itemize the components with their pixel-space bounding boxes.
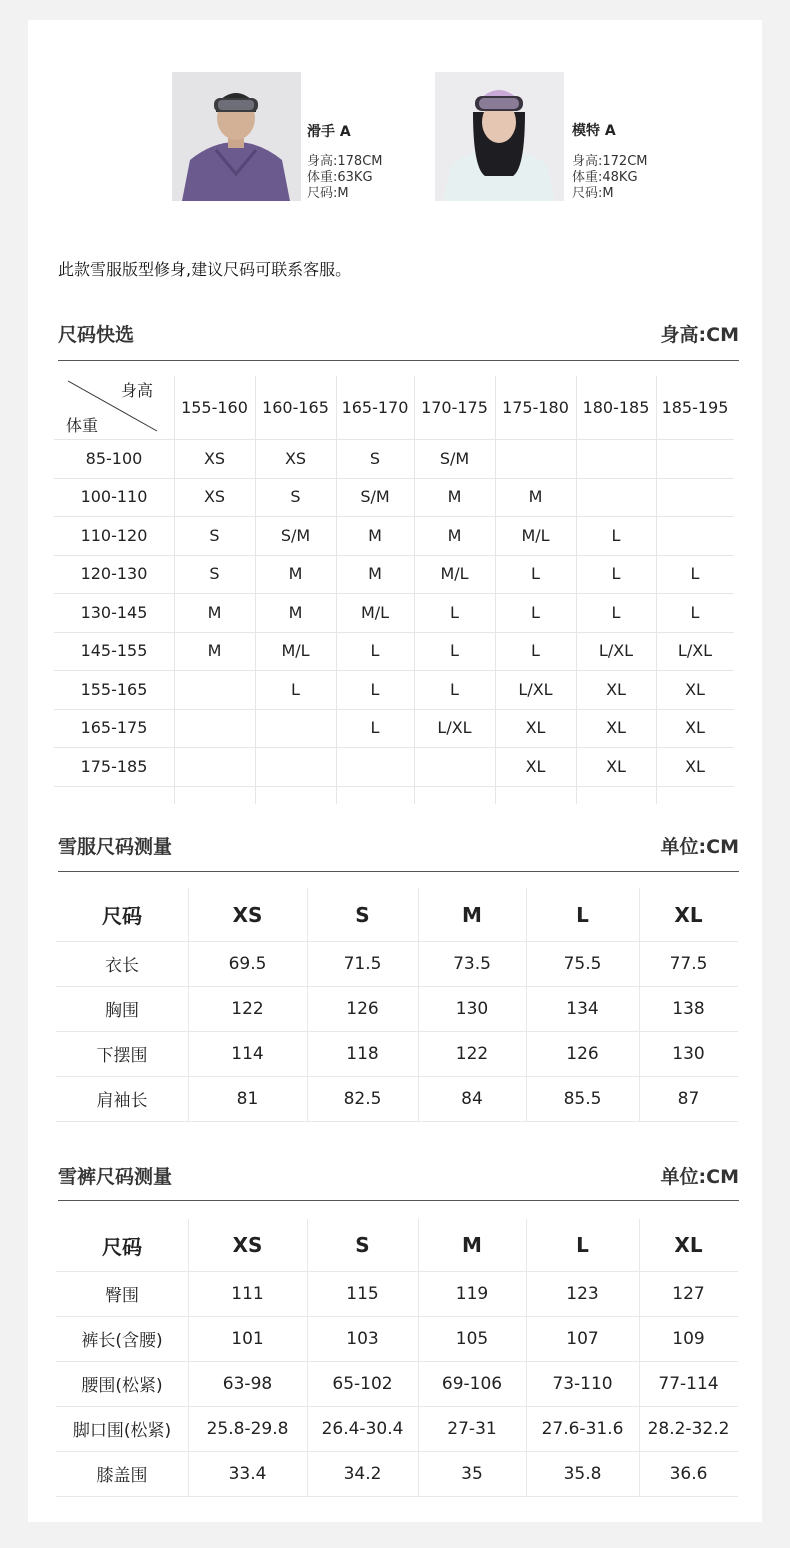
measurement-value: 69-106 — [441, 1373, 503, 1394]
measurement-label: 臀围 — [105, 1286, 139, 1306]
jacket-row — [56, 1076, 738, 1122]
measurement-value: 27-31 — [447, 1418, 497, 1439]
recommended-size-cell: L — [450, 602, 459, 622]
measurement-value: 103 — [346, 1328, 379, 1349]
jacket-row — [56, 986, 738, 1032]
size-column-header: XS — [232, 1233, 263, 1257]
recommended-size-cell: L — [690, 564, 700, 584]
measurement-label: 肩袖长 — [96, 1091, 148, 1111]
recommended-size-cell: XL — [606, 756, 626, 776]
recommended-size-cell: M — [368, 525, 382, 545]
recommended-size-cell: L — [611, 525, 621, 545]
measurement-value: 63-98 — [222, 1373, 273, 1394]
recommended-size-cell: XL — [685, 679, 705, 699]
recommended-size-cell — [174, 747, 255, 786]
recommended-size-cell — [414, 747, 495, 786]
measurement-value: 77.5 — [669, 953, 708, 974]
weight-range-label: 120-130 — [80, 564, 148, 584]
measurement-value: 35 — [461, 1463, 483, 1484]
measurement-value: 75.5 — [563, 953, 602, 974]
quick-select-row — [54, 670, 734, 710]
quick-select-row — [54, 632, 734, 672]
column-divider — [336, 376, 337, 804]
quick-select-header-row — [54, 376, 734, 440]
height-range-header: 185-195 — [661, 398, 729, 417]
quick-select-row — [54, 516, 734, 556]
quick-select-row — [54, 709, 734, 749]
recommended-size-cell: XL — [685, 756, 705, 776]
measurement-value: 77-114 — [658, 1373, 719, 1394]
model-2-weight: 体重:48KG — [572, 170, 638, 185]
pants-unit: 单位:CM — [660, 1166, 739, 1188]
measurement-value: 69.5 — [228, 953, 267, 974]
recommended-size-cell — [656, 478, 734, 517]
jacket-header-row — [56, 888, 738, 942]
column-divider — [526, 1219, 527, 1496]
column-divider — [526, 888, 527, 1121]
measurement-value: 130 — [455, 998, 489, 1019]
recommended-size-cell: L — [370, 641, 380, 661]
recommended-size-cell — [174, 670, 255, 709]
measurement-value: 73-110 — [552, 1373, 613, 1394]
jacket-measure-table — [56, 888, 738, 1123]
recommended-size-cell: L — [450, 641, 459, 661]
height-range-header: 160-165 — [262, 398, 329, 417]
size-column-header: L — [576, 1233, 589, 1257]
measurement-value: 26.4-30.4 — [321, 1418, 404, 1439]
recommended-size-cell: L — [690, 602, 700, 622]
measurement-value: 71.5 — [343, 953, 382, 974]
measurement-value: 28.2-32.2 — [647, 1418, 730, 1439]
recommended-size-cell: L/XL — [518, 679, 553, 699]
recommended-size-cell: L — [611, 602, 621, 622]
weight-range-label: 175-185 — [80, 756, 148, 776]
jacket-divider — [58, 871, 739, 872]
pants-row — [56, 1316, 738, 1362]
recommended-size-cell: S/M — [439, 448, 470, 468]
recommended-size-cell: M — [207, 602, 222, 622]
size-header-label: 尺码 — [102, 1234, 142, 1259]
recommended-size-cell: L — [291, 679, 300, 699]
recommended-size-cell: XL — [606, 718, 626, 738]
column-divider — [188, 888, 189, 1121]
measurement-label: 下摆围 — [96, 1046, 148, 1066]
measurement-label: 膝盖围 — [96, 1466, 148, 1486]
measurement-value: 114 — [231, 1043, 264, 1064]
measurement-value: 130 — [672, 1043, 705, 1064]
recommended-size-cell — [255, 709, 336, 748]
quick-select-row — [54, 439, 734, 479]
recommended-size-cell: XS — [284, 448, 307, 468]
pants-row — [56, 1451, 738, 1497]
column-divider — [495, 376, 496, 804]
size-column-header: S — [355, 1233, 370, 1257]
height-range-header: 170-175 — [421, 398, 488, 417]
recommended-size-cell: S — [290, 487, 301, 507]
recommended-size-cell: M/L — [360, 602, 390, 622]
pants-row — [56, 1271, 738, 1317]
model-1-photo — [172, 72, 301, 201]
quick-select-row — [54, 593, 734, 633]
recommended-size-cell: XS — [203, 487, 226, 507]
column-divider — [656, 376, 657, 804]
column-divider — [307, 1219, 308, 1496]
recommended-size-cell — [656, 516, 734, 555]
pants-row — [56, 1406, 738, 1452]
model-2-photo — [435, 72, 564, 201]
recommended-size-cell — [656, 439, 734, 478]
quick-select-unit: 身高:CM — [660, 324, 739, 346]
jacket-unit: 单位:CM — [660, 836, 739, 858]
model-1-weight: 体重:63KG — [307, 170, 373, 185]
recommended-size-cell: L — [611, 564, 621, 584]
size-column-header: S — [355, 902, 370, 927]
measurement-label: 胸围 — [105, 1001, 139, 1021]
recommended-size-cell: M — [447, 525, 462, 545]
weight-range-label: 165-175 — [80, 718, 148, 738]
recommended-size-cell: S — [369, 448, 381, 468]
recommended-size-cell: XL — [685, 718, 705, 738]
recommended-size-cell: L — [531, 602, 540, 622]
measurement-value: 27.6-31.6 — [541, 1418, 624, 1439]
recommended-size-cell: S/M — [360, 487, 390, 507]
measurement-value: 118 — [346, 1043, 379, 1064]
recommended-size-cell: L/XL — [677, 641, 713, 661]
measurement-value: 81 — [236, 1088, 259, 1109]
weight-range-label: 155-165 — [80, 679, 148, 699]
recommended-size-cell — [336, 747, 414, 786]
column-divider — [418, 1219, 419, 1496]
height-range-header: 155-160 — [181, 398, 248, 417]
recommended-size-cell: M — [528, 487, 543, 507]
measurement-label: 裤长(含腰) — [81, 1331, 163, 1351]
measurement-value: 126 — [566, 1043, 599, 1064]
corner-weight-label: 体重 — [66, 416, 99, 435]
pants-title: 雪裤尺码测量 — [58, 1166, 173, 1188]
size-column-header: XL — [674, 902, 703, 927]
measurement-value: 73.5 — [453, 953, 491, 974]
recommended-size-cell: L — [531, 641, 540, 661]
recommended-size-cell: S/M — [280, 525, 311, 545]
measurement-value: 36.6 — [669, 1463, 708, 1484]
pants-measure-table — [56, 1219, 738, 1496]
recommended-size-cell: L/XL — [437, 718, 472, 738]
column-divider — [639, 888, 640, 1121]
jacket-row — [56, 1031, 738, 1077]
corner-height-label: 身高 — [121, 381, 154, 400]
measurement-value: 122 — [455, 1043, 489, 1064]
measurement-label: 腰围(松紧) — [81, 1376, 163, 1396]
measurement-value: 33.4 — [228, 1463, 267, 1484]
size-column-header: XL — [674, 1233, 703, 1257]
measurement-value: 109 — [672, 1328, 705, 1349]
jacket-row — [56, 941, 738, 987]
pants-divider — [58, 1200, 739, 1201]
measurement-value: 25.8-29.8 — [206, 1418, 289, 1439]
quick-select-row — [54, 478, 734, 518]
recommended-size-cell: L — [370, 718, 380, 738]
weight-range-label: 100-110 — [80, 487, 148, 507]
measurement-value: 105 — [455, 1328, 489, 1349]
weight-range-label: 85-100 — [85, 448, 143, 468]
model-1-name: 滑手 A — [307, 124, 351, 140]
quick-select-row — [54, 555, 734, 595]
measurement-value: 65-102 — [332, 1373, 393, 1394]
measurement-value: 115 — [346, 1283, 379, 1304]
model-2-height: 身高:172CM — [572, 154, 648, 169]
quick-select-divider — [58, 360, 739, 361]
recommended-size-cell: L — [450, 679, 459, 699]
measurement-value: 138 — [672, 998, 705, 1019]
measurement-value: 34.2 — [343, 1463, 382, 1484]
recommended-size-cell: S — [209, 564, 220, 584]
recommended-size-cell: L/XL — [598, 641, 634, 661]
measurement-value: 84 — [461, 1088, 483, 1109]
quick-select-empty-row — [54, 786, 734, 804]
measurement-value: 126 — [346, 998, 379, 1019]
recommended-size-cell: M/L — [440, 564, 469, 584]
pants-row — [56, 1361, 738, 1407]
recommended-size-cell — [174, 709, 255, 748]
height-range-header: 165-170 — [341, 398, 409, 417]
pants-header-row — [56, 1219, 738, 1272]
jacket-title: 雪服尺码测量 — [58, 836, 173, 858]
recommended-size-cell: S — [209, 525, 220, 545]
column-divider — [188, 1219, 189, 1496]
height-range-header: 180-185 — [582, 398, 650, 417]
weight-range-label: 110-120 — [80, 525, 148, 545]
measurement-value: 123 — [566, 1283, 599, 1304]
column-divider — [255, 376, 256, 804]
recommended-size-cell: M — [288, 564, 303, 584]
recommended-size-cell: M — [288, 602, 303, 622]
model-2-stats — [572, 154, 648, 202]
weight-range-label: 130-145 — [80, 602, 148, 622]
size-column-header: M — [462, 902, 482, 927]
measurement-value: 82.5 — [343, 1088, 382, 1109]
recommended-size-cell: M/L — [521, 525, 550, 545]
measurement-value: 101 — [231, 1328, 264, 1349]
height-range-header: 175-180 — [502, 398, 569, 417]
model-2-name: 模特 A — [572, 123, 616, 139]
recommended-size-cell: XL — [606, 679, 626, 699]
column-divider — [639, 1219, 640, 1496]
quick-select-title: 尺码快选 — [58, 324, 135, 346]
recommended-size-cell — [576, 478, 656, 517]
recommended-size-cell: M — [368, 564, 382, 584]
recommended-size-cell: XL — [525, 756, 546, 776]
measurement-value: 134 — [566, 998, 599, 1019]
measurement-label: 脚口围(松紧) — [72, 1421, 172, 1441]
recommended-size-cell: L — [531, 564, 540, 584]
measurement-value: 107 — [566, 1328, 599, 1349]
recommended-size-cell — [255, 747, 336, 786]
measurement-label: 衣长 — [105, 956, 139, 976]
measurement-value: 111 — [231, 1283, 264, 1304]
size-header-label: 尺码 — [102, 904, 142, 928]
column-divider — [418, 888, 419, 1121]
quick-select-row — [54, 747, 734, 787]
column-divider — [307, 888, 308, 1121]
model-1-stats — [307, 154, 383, 202]
recommended-size-cell — [576, 439, 656, 478]
model-1-height: 身高:178CM — [307, 154, 383, 169]
model-1-size: 尺码:M — [307, 186, 349, 201]
measurement-value: 119 — [455, 1283, 489, 1304]
model-2-size: 尺码:M — [572, 186, 614, 201]
fit-note: 此款雪服版型修身,建议尺码可联系客服。 — [58, 260, 352, 279]
size-column-header: XS — [232, 902, 263, 927]
column-divider — [414, 376, 415, 804]
recommended-size-cell: M — [207, 641, 222, 661]
measurement-value: 35.8 — [563, 1463, 602, 1484]
weight-range-label: 145-155 — [80, 641, 148, 661]
recommended-size-cell: XL — [525, 718, 546, 738]
measurement-value: 122 — [231, 998, 264, 1019]
size-guide-card — [28, 20, 762, 1522]
recommended-size-cell: M — [447, 487, 462, 507]
column-divider — [576, 376, 577, 804]
measurement-value: 87 — [677, 1088, 700, 1109]
size-column-header: M — [462, 1233, 482, 1257]
recommended-size-cell — [495, 439, 576, 478]
measurement-value: 127 — [672, 1283, 705, 1304]
column-divider — [174, 376, 175, 804]
recommended-size-cell: L — [370, 679, 380, 699]
measurement-value: 85.5 — [563, 1088, 602, 1109]
recommended-size-cell: XS — [203, 448, 226, 468]
size-column-header: L — [576, 902, 589, 927]
recommended-size-cell: M/L — [281, 641, 310, 661]
